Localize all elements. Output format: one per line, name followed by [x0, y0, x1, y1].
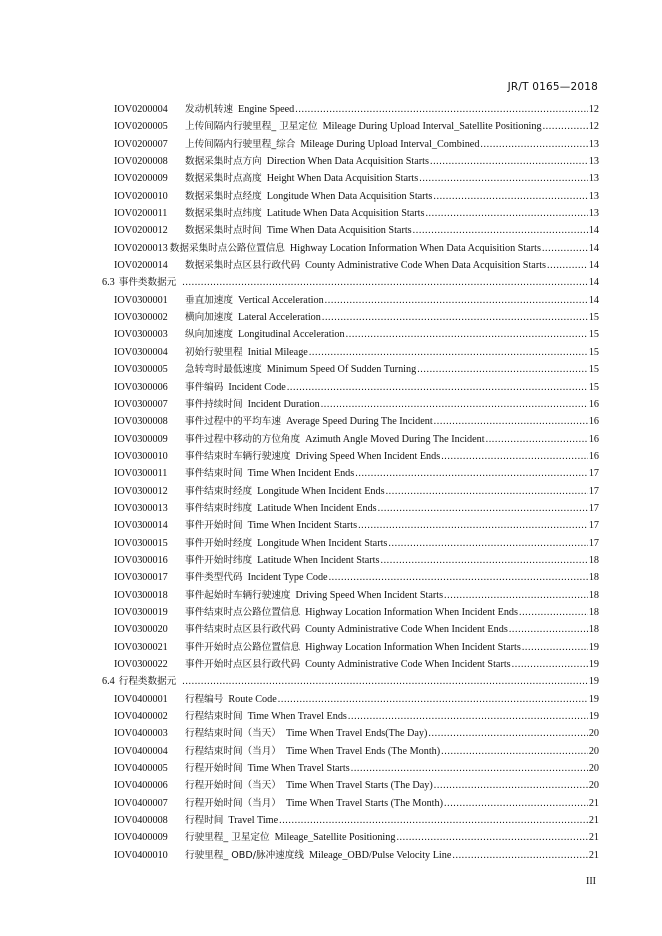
element-name-cn: 行程结束时间（当月）	[185, 745, 281, 757]
element-name-cn: 事件编码	[185, 381, 224, 393]
page-ref: 17	[588, 537, 599, 549]
toc-entry[interactable]	[100, 136, 599, 153]
toc-entry[interactable]	[100, 535, 599, 552]
leader-dots	[321, 399, 588, 410]
toc-entry[interactable]	[100, 656, 599, 673]
element-name-cn: 行程开始时间	[185, 763, 243, 775]
element-name-en: Incident Type Code	[247, 572, 328, 584]
element-code: IOV0300021	[114, 641, 168, 653]
toc-entry[interactable]	[100, 847, 599, 864]
toc-entry[interactable]	[100, 587, 599, 604]
section-title: 行程类数据元	[118, 676, 177, 688]
element-name-cn: 行程结束时间	[185, 711, 243, 723]
toc-entry[interactable]	[100, 344, 599, 361]
page-ref: 16	[588, 450, 599, 462]
section-number: 6.4	[102, 676, 115, 688]
element-code: IOV0300001	[114, 294, 168, 306]
page-ref: 18	[588, 554, 599, 566]
element-name-cn: 事件过程中的平均车速	[185, 416, 281, 428]
element-code: IOV0200011	[114, 208, 168, 220]
element-code: IOV0300006	[114, 381, 168, 393]
toc-entry[interactable]	[100, 639, 599, 656]
element-name-cn: 初始行驶里程	[185, 346, 243, 358]
leader-dots	[413, 225, 588, 236]
element-name-en: Longitude When Data Acquisition Starts	[266, 190, 433, 202]
element-name-en: Engine Speed	[237, 104, 295, 115]
element-name-cn: 事件结束时点区县行政代码	[185, 624, 301, 636]
page-ref: 20	[588, 780, 599, 792]
page-ref: 21	[588, 797, 599, 809]
element-name-cn: 数据采集时点公路位置信息	[169, 242, 285, 254]
toc-entry[interactable]	[100, 777, 599, 794]
element-code: IOV0400003	[114, 728, 168, 740]
element-code: IOV0200010	[114, 190, 168, 202]
leader-dots	[378, 503, 588, 514]
element-code: IOV0400006	[114, 780, 168, 792]
element-code: IOV0400009	[114, 832, 168, 844]
element-code: IOV0200014	[114, 260, 168, 272]
leader-dots	[433, 191, 587, 202]
element-code: IOV0300015	[114, 537, 168, 549]
toc-entry[interactable]	[100, 205, 599, 222]
element-code: IOV0300018	[114, 589, 168, 601]
toc-entry[interactable]	[100, 517, 599, 534]
page-ref: 17	[588, 485, 599, 497]
element-name-en: Time When Travel Starts	[247, 763, 350, 775]
element-code: IOV0400005	[114, 763, 168, 775]
page-ref: 15	[588, 312, 599, 324]
page-ref: 18	[588, 624, 599, 636]
leader-dots	[419, 173, 588, 184]
leader-dots	[386, 486, 588, 497]
element-name-cn: 行程开始时间（当月）	[185, 797, 281, 809]
element-name-cn: 事件持续时间	[185, 398, 243, 410]
element-name-en: Initial Mileage	[247, 346, 308, 358]
toc-entry[interactable]	[100, 812, 599, 829]
page-ref: 13	[588, 190, 599, 202]
page-ref: 13	[588, 138, 599, 150]
page-ref: 13	[588, 173, 599, 185]
page-ref: 21	[588, 832, 599, 844]
element-name-en: Time When Travel Ends	[247, 711, 347, 723]
page-ref: 16	[588, 398, 599, 410]
leader-dots	[522, 642, 588, 653]
page-ref: 21	[588, 815, 599, 827]
page-ref: 13	[588, 208, 599, 220]
element-code: IOV0400008	[114, 815, 168, 827]
toc-entry[interactable]	[100, 621, 599, 638]
element-name-cn: 事件开始时纬度	[185, 554, 253, 566]
leader-dots	[434, 416, 588, 427]
element-name-cn: 事件过程中移动的方位角度	[185, 433, 301, 445]
element-name-cn: 数据采集时点方向	[185, 156, 262, 168]
element-name-en: County Administrative Code When Incident Ends	[305, 624, 508, 636]
element-name-cn: 数据采集时点纬度	[185, 208, 262, 220]
element-code: IOV0300022	[114, 659, 168, 670]
element-code: IOV0300009	[114, 433, 168, 445]
page-number: III	[586, 876, 596, 887]
section-title: 事件类数据元	[118, 277, 177, 289]
page-ref: 14	[588, 294, 599, 306]
element-name-en: Travel Time	[228, 815, 279, 827]
toc-entry[interactable]	[100, 361, 599, 378]
element-code: IOV0300002	[114, 312, 168, 324]
element-name-en: Time When Travel Ends(The Day)	[285, 728, 428, 740]
page-ref: 19	[588, 641, 599, 653]
element-name-cn: 横向加速度	[185, 312, 233, 324]
element-name-cn: 事件结束时经度	[185, 485, 253, 497]
leader-dots	[547, 260, 588, 271]
leader-dots	[430, 156, 588, 167]
element-name-en: Incident Duration	[247, 398, 320, 410]
leader-dots	[441, 746, 588, 757]
toc-entry[interactable]	[100, 309, 599, 326]
leader-dots	[309, 347, 588, 358]
toc-entry[interactable]	[100, 604, 599, 621]
element-name-en: Driving Speed When Incident Starts	[295, 589, 444, 601]
leader-dots	[351, 763, 588, 774]
leader-dots	[287, 382, 588, 393]
element-name-en: Highway Location Information When Incident Starts	[305, 641, 521, 653]
toc-entry[interactable]	[100, 431, 599, 448]
element-name-en: Mileage During Upload Interval_Satellite Positioning	[322, 121, 542, 133]
element-name-cn: 行程结束时间（当天）	[185, 728, 281, 740]
page-ref: 13	[588, 156, 599, 168]
toc-entry[interactable]	[100, 795, 599, 812]
element-name-en: Longitude When Incident Ends	[257, 485, 385, 497]
element-code: IOV0200013	[114, 242, 168, 254]
element-code: IOV0300020	[114, 624, 168, 636]
page-ref: 12	[588, 104, 599, 115]
page-ref: 15	[588, 381, 599, 393]
toc-entry[interactable]	[100, 153, 599, 170]
element-code: IOV0400004	[114, 745, 168, 757]
element-code: IOV0300011	[114, 468, 168, 480]
element-name-cn: 事件结束时车辆行驶速度	[185, 450, 291, 462]
element-name-cn: 数据采集时点时间	[185, 225, 262, 237]
element-name-en: Time When Data Acquisition Starts	[266, 225, 412, 237]
leader-dots	[380, 555, 587, 566]
element-name-en: Height When Data Acquisition Starts	[266, 173, 419, 185]
toc-entry[interactable]	[100, 222, 599, 239]
leader-dots	[329, 572, 588, 583]
toc-entry[interactable]	[100, 483, 599, 500]
leader-dots	[434, 780, 588, 791]
element-name-cn: 行驶里程_ 卫星定位	[185, 832, 270, 844]
toc-entry[interactable]	[100, 552, 599, 569]
toc-entry[interactable]	[100, 829, 599, 846]
element-name-en: Longitudinal Acceleration	[237, 329, 345, 341]
element-name-cn: 事件开始时经度	[185, 537, 253, 549]
element-name-cn: 发动机转速	[185, 104, 233, 115]
page-ref: 17	[588, 520, 599, 532]
page-ref: 15	[588, 364, 599, 376]
element-code: IOV0300016	[114, 554, 168, 566]
toc-entry[interactable]	[100, 708, 599, 725]
element-name-en: Direction When Data Acquisition Starts	[266, 156, 429, 168]
element-name-en: Mileage_OBD/Pulse Velocity Line	[308, 849, 452, 861]
element-code: IOV0300003	[114, 329, 168, 341]
element-code: IOV0300005	[114, 364, 168, 376]
element-code: IOV0300014	[114, 520, 168, 532]
element-name-en: Incident Code	[228, 381, 286, 393]
element-name-cn: 行程时间	[185, 815, 224, 827]
page-ref: 14	[588, 242, 599, 254]
page-ref: 18	[588, 589, 599, 601]
toc-entry[interactable]	[100, 691, 599, 708]
toc-section[interactable]	[100, 673, 599, 690]
page-ref: 17	[588, 502, 599, 514]
page-ref: 16	[588, 416, 599, 428]
element-code: IOV0300010	[114, 450, 168, 462]
leader-dots	[428, 728, 587, 739]
page-ref: 19	[588, 659, 599, 670]
element-name-cn: 事件结束时纬度	[185, 502, 253, 514]
toc-entry[interactable]	[100, 188, 599, 205]
page-ref: 19	[588, 676, 599, 688]
leader-dots	[452, 850, 587, 861]
leader-dots	[325, 295, 588, 306]
leader-dots	[182, 676, 588, 687]
toc-entry[interactable]	[100, 240, 599, 257]
leader-dots	[519, 607, 588, 618]
toc-entry[interactable]	[100, 413, 599, 430]
leader-dots	[512, 659, 588, 670]
leader-dots	[388, 538, 587, 549]
toc-entry[interactable]	[100, 326, 599, 343]
page-ref: 21	[588, 849, 599, 861]
element-name-en: Driving Speed When Incident Ends	[295, 450, 441, 462]
element-name-en: Time When Incident Starts	[247, 520, 358, 532]
leader-dots	[425, 208, 587, 219]
element-name-en: Route Code	[228, 693, 277, 705]
element-name-en: County Administrative Code When Incident Starts	[305, 659, 511, 670]
element-name-cn: 急转弯时最低速度	[185, 364, 262, 376]
element-name-cn: 上传间隔内行驶里程_ 卫星定位	[185, 121, 318, 133]
toc-entry[interactable]	[100, 396, 599, 413]
element-name-en: Highway Location Information When Data Acquisition Starts	[289, 242, 541, 254]
leader-dots	[346, 329, 588, 340]
element-code: IOV0200008	[114, 156, 168, 168]
element-name-cn: 行驶里程_ OBD/脉冲速度线	[185, 849, 304, 861]
leader-dots	[542, 243, 588, 254]
element-name-cn: 事件开始时点区县行政代码	[185, 659, 301, 670]
element-name-cn: 数据采集时点高度	[185, 173, 262, 185]
element-name-en: Vertical Acceleration	[237, 294, 324, 306]
leader-dots	[396, 832, 587, 843]
element-code: IOV0300013	[114, 502, 168, 514]
element-name-cn: 事件结束时点公路位置信息	[185, 606, 301, 618]
element-code: IOV0300004	[114, 346, 168, 358]
leader-dots	[441, 451, 588, 462]
leader-dots	[509, 624, 588, 635]
toc-entry[interactable]	[100, 292, 599, 309]
element-code: IOV0200007	[114, 138, 168, 150]
element-name-cn: 数据采集时点经度	[185, 190, 262, 202]
leader-dots	[295, 104, 588, 115]
toc-entry[interactable]	[100, 465, 599, 482]
page-ref: 18	[588, 606, 599, 618]
element-name-en: Mileage During Upload Interval_Combined	[300, 138, 480, 150]
element-name-en: Time When Travel Ends (The Month)	[285, 745, 441, 757]
page-ref: 20	[588, 763, 599, 775]
toc-entry[interactable]	[100, 448, 599, 465]
page-ref: 20	[588, 745, 599, 757]
element-name-cn: 垂直加速度	[185, 294, 233, 306]
page-ref: 14	[588, 277, 599, 289]
toc-entry[interactable]	[100, 101, 599, 118]
element-name-en: Highway Location Information When Incident Ends	[305, 606, 518, 618]
leader-dots	[543, 121, 588, 132]
element-code: IOV0200004	[114, 104, 168, 115]
toc-entry[interactable]	[100, 500, 599, 517]
element-name-cn: 上传间隔内行驶里程_综合	[185, 138, 296, 150]
toc-entry[interactable]	[100, 170, 599, 187]
element-code: IOV0300012	[114, 485, 168, 497]
section-number: 6.3	[102, 277, 115, 289]
element-name-cn: 行程编号	[185, 693, 224, 705]
leader-dots	[322, 312, 588, 323]
leader-dots	[444, 798, 588, 809]
leader-dots	[480, 139, 587, 150]
leader-dots	[486, 434, 588, 445]
toc-section[interactable]	[100, 274, 599, 291]
element-name-en: Average Speed During The Incident	[285, 416, 433, 428]
page-ref: 17	[588, 468, 599, 480]
leader-dots	[444, 590, 588, 601]
toc-entry[interactable]	[100, 569, 599, 586]
element-name-en: Mileage_Satellite Positioning	[274, 832, 396, 844]
element-name-en: Minimum Speed Of Sudden Turning	[266, 364, 417, 376]
element-name-en: Latitude When Data Acquisition Starts	[266, 208, 425, 220]
element-name-en: Azimuth Angle Moved During The Incident	[305, 433, 485, 445]
toc-entry[interactable]	[100, 743, 599, 760]
leader-dots	[348, 711, 588, 722]
leader-dots	[278, 694, 588, 705]
element-name-en: Time When Travel Starts (The Month)	[285, 797, 443, 809]
element-name-cn: 纵向加速度	[185, 329, 233, 341]
element-code: IOV0300008	[114, 416, 168, 428]
page-ref: 20	[588, 728, 599, 740]
element-name-cn: 事件开始时点公路位置信息	[185, 641, 301, 653]
element-code: IOV0200012	[114, 225, 168, 237]
element-code: IOV0300007	[114, 398, 168, 410]
table-of-contents	[100, 101, 599, 864]
page-ref: 19	[588, 711, 599, 723]
toc-entry[interactable]	[100, 379, 599, 396]
element-name-en: County Administrative Code When Data Acquisition Starts	[305, 260, 547, 272]
element-name-cn: 事件开始时间	[185, 520, 243, 532]
element-code: IOV0400002	[114, 711, 168, 723]
element-name-cn: 事件类型代码	[185, 572, 243, 584]
page-ref: 14	[588, 225, 599, 237]
element-name-en: Lateral Acceleration	[237, 312, 321, 324]
toc-entry[interactable]	[100, 118, 599, 135]
leader-dots	[182, 277, 588, 288]
page-ref: 15	[588, 329, 599, 341]
page-ref: 14	[588, 260, 599, 272]
leader-dots	[358, 520, 588, 531]
element-name-en: Time When Incident Ends	[247, 468, 355, 480]
toc-entry[interactable]	[100, 760, 599, 777]
page-ref: 16	[588, 433, 599, 445]
toc-entry[interactable]	[100, 725, 599, 742]
element-code: IOV0400007	[114, 797, 168, 809]
element-code: IOV0400010	[114, 849, 168, 861]
leader-dots	[279, 815, 588, 826]
leader-dots	[417, 364, 588, 375]
page-ref: 19	[588, 693, 599, 705]
element-name-cn: 事件起始时车辆行驶速度	[185, 589, 291, 601]
element-name-cn: 行程开始时间（当天）	[185, 780, 281, 792]
element-code: IOV0300017	[114, 572, 168, 584]
element-name-cn: 事件结束时间	[185, 468, 243, 480]
page-ref: 12	[588, 121, 599, 133]
element-code: IOV0400001	[114, 693, 168, 705]
element-name-cn: 数据采集时点区县行政代码	[185, 260, 301, 272]
element-name-en: Latitude When Incident Ends	[257, 502, 377, 514]
page-ref: 18	[588, 572, 599, 584]
element-name-en: Latitude When Incident Starts	[257, 554, 380, 566]
element-code: IOV0200009	[114, 173, 168, 185]
leader-dots	[355, 468, 588, 479]
element-name-en: Time When Travel Starts (The Day)	[285, 780, 433, 792]
page-ref: 15	[588, 346, 599, 358]
document-code: JR/T 0165—2018	[507, 81, 598, 93]
element-name-en: Longitude When Incident Starts	[257, 537, 388, 549]
element-code: IOV0200005	[114, 121, 168, 133]
element-code: IOV0300019	[114, 606, 168, 618]
toc-entry[interactable]	[100, 257, 599, 274]
